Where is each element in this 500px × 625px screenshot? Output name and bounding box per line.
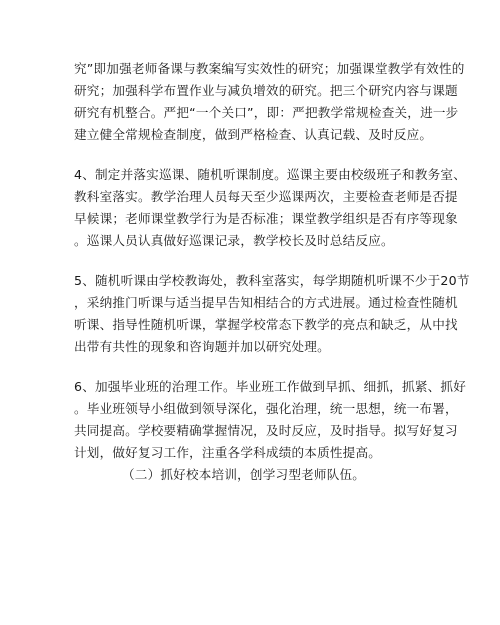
text-line: 。巡课人员认真做好巡课记录，教学校长及时总结反应。 (74, 233, 394, 248)
paragraph (74, 376, 467, 464)
text-line: 研究有机整合。严把“一个关口”，即：严把教学常规检查关，进一步 (74, 105, 459, 120)
paragraph (74, 164, 467, 252)
text-line: 教科室落实。教学治理人员每天至少巡课两次，主要检查老师是否提 (74, 189, 458, 204)
text-line: 计划，做好复习工作，注重各学科成绩的本质性提高。 (74, 445, 382, 460)
text-line: 。毕业班领导小组做到领导深化，强化治理，统一思想，统一布署， (74, 401, 458, 416)
paragraph-gap (74, 146, 434, 164)
paragraph-gap (74, 252, 434, 270)
text-line: 共同提高。学校要精确掌握情况，及时反应，及时指导。拟写好复习 (74, 423, 458, 438)
document-body (74, 58, 470, 486)
paragraph (74, 270, 470, 358)
text-line: 听课、指导性随机听课，掌握学校常态下教学的亮点和缺乏，从中找 (74, 317, 458, 332)
text-line: ，采纳推门听课与适当提早告知相结合的方式进展。通过检查性随机 (74, 295, 458, 310)
text-line: 6、加强毕业班的治理工作。毕业班工作做到早抓、细抓，抓紧、抓好 (74, 379, 467, 394)
section-heading: （二）抓好校本培训，创学习型老师队伍。 (122, 467, 366, 482)
text-line: 究”即加强老师备课与教案编写实效性的研究；加强课堂教学有效性的 (74, 61, 465, 76)
text-line: 出带有共性的现象和咨询题并加以研究处理。 (74, 339, 330, 354)
text-line: 早候课；老师课堂教学行为是否标准；课堂教学组织是否有序等现象 (74, 211, 458, 226)
text-line: 5、随机听课由学校教诲处，教科室落实，每学期随机听课不少于20节 (74, 273, 470, 288)
text-line: 4、制定并落实巡课、随机听课制度。巡课主要由校级班子和教务室、 (74, 167, 467, 182)
text-line: 建立健全常规检查制度，做到严格检查、认真记载、及时反应。 (74, 127, 433, 142)
text-line: 研究；加强科学布置作业与减负增效的研究。把三个研究内容与课题 (74, 83, 458, 98)
paragraph-gap (74, 358, 434, 376)
paragraph (74, 58, 465, 146)
